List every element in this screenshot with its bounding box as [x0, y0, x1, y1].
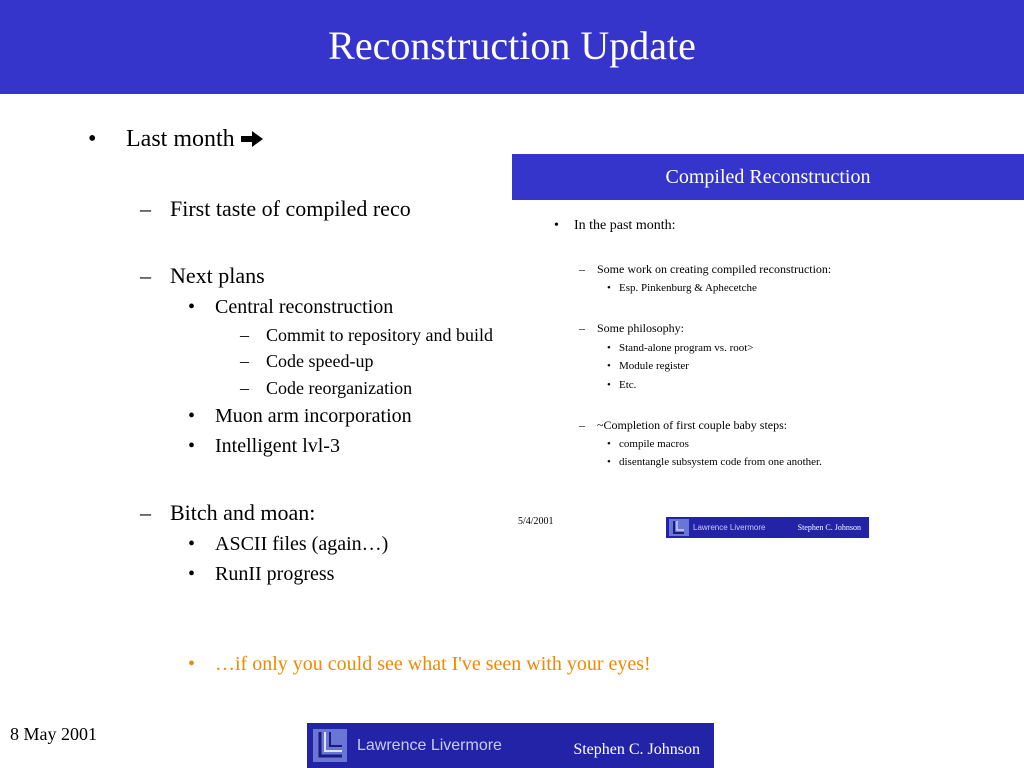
mini-bullet-module-register [607, 360, 689, 372]
bullet-text: Stand-alone program vs. root> [619, 342, 754, 354]
embedded-slide-date: 5/4/2001 [518, 516, 554, 527]
bullet-glyph: • [188, 533, 196, 555]
mini-bullet-philosophy [579, 321, 684, 336]
bullet-text: Etc. [619, 379, 637, 391]
mini-bullet-past-month [554, 218, 676, 234]
bullet-text: Bitch and moan: [170, 500, 316, 525]
embedded-slide-title-bar [512, 154, 1024, 200]
bullet-text: Some philosophy: [597, 321, 685, 335]
bullet-bitch-and-moan [140, 500, 315, 526]
bullet-text: Commit to repository and build [266, 325, 493, 345]
bullet-glyph: • [188, 435, 196, 457]
bullet-glyph: • [607, 360, 611, 372]
bullet-first-taste [140, 196, 411, 222]
bullet-glyph: • [607, 438, 611, 450]
embedded-logo-text: Lawrence Livermore [693, 523, 766, 532]
bullet-glyph: • [607, 342, 611, 354]
mini-bullet-standalone [607, 342, 754, 354]
dash-glyph: – [140, 196, 151, 221]
footer-date: 8 May 2001 [10, 724, 97, 744]
bullet-text: ASCII files (again…) [215, 533, 389, 555]
bullet-glyph: • [607, 456, 611, 468]
mini-bullet-completion [579, 418, 787, 433]
bullet-intelligent-lvl3 [188, 435, 340, 458]
bullet-code-speedup [240, 351, 373, 372]
dash-glyph: – [240, 378, 249, 398]
bullet-text: Some work on creating compiled reconstruction: [597, 262, 832, 276]
bullet-text: Next plans [170, 263, 265, 288]
bullet-glyph: • [188, 563, 196, 585]
footer-logo-text: Lawrence Livermore [357, 736, 502, 754]
bullet-text: ~Completion of first couple baby steps: [597, 418, 788, 432]
bullet-runii-progress [188, 563, 334, 586]
bullet-code-reorganization [240, 378, 412, 399]
bullet-glyph: • [88, 126, 97, 152]
bullet-text: disentangle subsystem code from one another. [619, 456, 822, 468]
llnl-logo-icon [313, 729, 347, 762]
llnl-logo-icon [669, 519, 689, 536]
mini-bullet-compiled-work [579, 262, 831, 277]
bullet-text: Module register [619, 360, 689, 372]
bullet-text: Last month [126, 126, 235, 152]
bullet-eyes-remark [188, 653, 651, 676]
bullet-text: RunII progress [215, 563, 335, 585]
dash-glyph: – [240, 351, 249, 371]
bullet-text: Central reconstruction [215, 296, 394, 318]
bullet-next-plans [140, 263, 265, 289]
bullet-last-month [88, 126, 263, 153]
mini-bullet-etc [607, 379, 636, 391]
bullet-text: In the past month: [574, 218, 676, 233]
slide-title-bar [0, 0, 1024, 94]
bullet-glyph: • [554, 218, 559, 233]
dash-glyph: – [140, 500, 151, 525]
embedded-slide-footer-bar [666, 517, 869, 538]
bullet-glyph: • [607, 379, 611, 391]
mini-bullet-pinkenburg [607, 282, 757, 294]
bullet-glyph: • [188, 653, 196, 675]
dash-glyph: – [140, 263, 151, 288]
bullet-commit-repository [240, 325, 493, 346]
footer-author: Stephen C. Johnson [573, 740, 700, 758]
bullet-text: compile macros [619, 438, 689, 450]
bullet-text: Muon arm incorporation [215, 405, 412, 427]
dash-glyph: – [240, 325, 249, 345]
bullet-glyph: • [607, 282, 611, 294]
right-arrow-icon [241, 127, 263, 143]
bullet-text: Esp. Pinkenburg & Aphecetche [619, 282, 757, 294]
dash-glyph: – [579, 418, 585, 432]
bullet-text: …if only you could see what I've seen with your eyes! [215, 653, 651, 675]
bullet-text: First taste of compiled reco [170, 196, 411, 221]
footer-bar [307, 723, 714, 768]
embedded-slide [512, 154, 1024, 546]
bullet-muon-arm [188, 405, 412, 428]
mini-bullet-compile-macros [607, 438, 689, 450]
bullet-text: Code reorganization [266, 378, 413, 398]
bullet-text: Intelligent lvl-3 [215, 435, 340, 457]
embedded-slide-title: Compiled Reconstruction [665, 165, 871, 188]
dash-glyph: – [579, 262, 585, 276]
dash-glyph: – [579, 321, 585, 335]
mini-bullet-disentangle [607, 456, 822, 468]
bullet-text: Code speed-up [266, 351, 374, 371]
bullet-glyph: • [188, 405, 196, 427]
bullet-ascii-files [188, 533, 388, 556]
slide-title: Reconstruction Update [328, 22, 696, 68]
embedded-author: Stephen C. Johnson [797, 523, 861, 532]
bullet-central-reconstruction [188, 296, 393, 319]
bullet-glyph: • [188, 296, 196, 318]
